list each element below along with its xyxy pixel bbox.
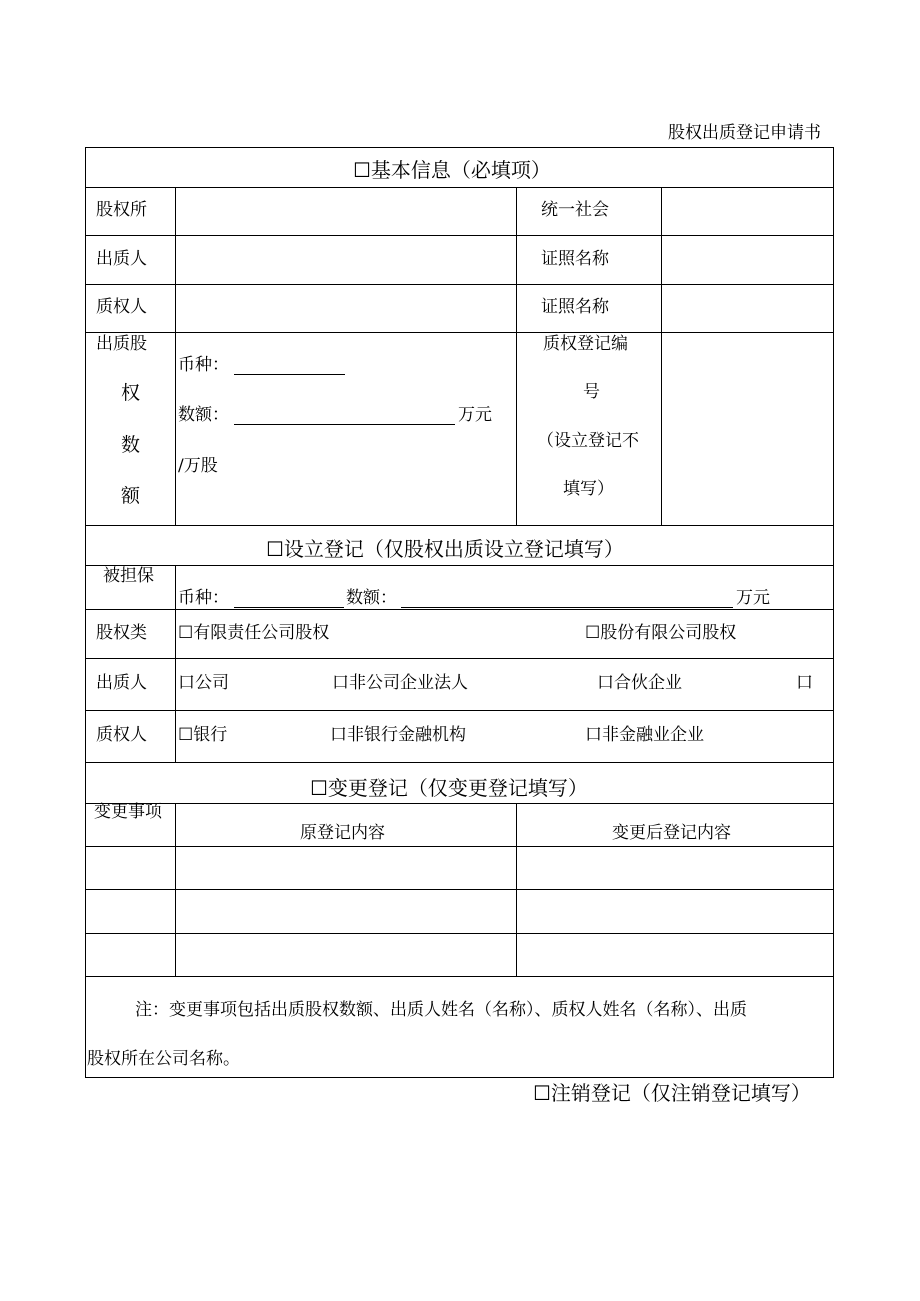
- original-content-cell[interactable]: [177, 891, 514, 931]
- pledgee-cert-label: 证照名称: [541, 297, 609, 317]
- currency-input[interactable]: [234, 354, 345, 374]
- rule: [85, 658, 834, 659]
- pledged-amount-label: 额: [121, 485, 141, 507]
- equity-company-field[interactable]: [180, 190, 512, 232]
- rule: [85, 284, 834, 285]
- change-note-line2: 股权所在公司名称。: [87, 1049, 240, 1069]
- pledged-amount-label: 出质股: [96, 334, 147, 354]
- pledgee-type-nonfinancial-checkbox[interactable]: 口非金融业企业: [585, 725, 704, 745]
- amount-unit: 万元: [458, 405, 492, 425]
- rule: [85, 147, 834, 148]
- rule: [85, 332, 834, 333]
- pledgor-type-noncompany-checkbox[interactable]: 口非公司企业法人: [332, 673, 468, 693]
- secured-currency-label: 币种：: [178, 588, 229, 608]
- secured-amount-input[interactable]: [401, 588, 733, 607]
- currency-underline: [234, 374, 345, 375]
- credit-code-field[interactable]: [665, 190, 830, 232]
- changed-content-cell[interactable]: [518, 848, 831, 887]
- section-heading-basic: ☐基本信息（必填项）: [353, 158, 551, 182]
- table-border-left: [85, 147, 86, 1078]
- rule: [85, 525, 834, 526]
- rule: [85, 710, 834, 711]
- original-content-cell[interactable]: [177, 935, 514, 974]
- pledgor-type-other-checkbox[interactable]: 口: [796, 673, 813, 693]
- pledged-amount-label: 权: [121, 382, 141, 404]
- pledgee-cert-field[interactable]: [665, 287, 830, 329]
- rule: [85, 565, 834, 566]
- rule: [85, 846, 834, 847]
- pledgee-label: 质权人: [96, 297, 147, 317]
- equity-type-label: 股权类: [96, 623, 147, 643]
- change-item-cell[interactable]: [87, 935, 173, 974]
- pledgor-name-field[interactable]: [180, 238, 512, 281]
- secured-currency-underline: [234, 607, 344, 608]
- rule: [85, 976, 834, 977]
- changed-content-cell[interactable]: [518, 935, 831, 974]
- rule: [85, 762, 834, 763]
- rule: [85, 609, 834, 610]
- credit-code-label: 统一社会: [541, 200, 609, 220]
- reg-no-label: 号: [583, 382, 600, 402]
- rule: [175, 803, 176, 976]
- rule: [516, 187, 517, 525]
- reg-no-label: 填写）: [563, 479, 614, 499]
- changed-content-header: 变更后登记内容: [612, 823, 731, 843]
- reg-no-field[interactable]: [665, 335, 830, 522]
- changed-content-cell[interactable]: [518, 891, 831, 931]
- secured-amount-underline: [401, 607, 733, 608]
- pledgee-type-nonbank-checkbox[interactable]: 口非银行金融机构: [330, 725, 466, 745]
- equity-company-label: 股权所: [96, 200, 147, 220]
- change-item-header: 变更事项: [94, 802, 162, 822]
- rule: [175, 187, 176, 525]
- rule: [516, 803, 517, 976]
- change-item-cell[interactable]: [87, 848, 173, 887]
- pledged-amount-label: 数: [121, 434, 141, 456]
- document-title: 股权出质登记申请书: [668, 123, 821, 143]
- equity-type-joint-stock-checkbox[interactable]: ☐股份有限公司股权: [585, 623, 737, 643]
- pledgee-type-label: 质权人: [96, 725, 147, 745]
- pledgor-type-label: 出质人: [96, 673, 147, 693]
- pledgor-cert-field[interactable]: [665, 238, 830, 281]
- pledgor-type-partnership-checkbox[interactable]: 口合伙企业: [597, 673, 682, 693]
- original-content-header: 原登记内容: [300, 823, 385, 843]
- rule: [85, 803, 834, 804]
- currency-label: 币种：: [178, 355, 229, 375]
- change-note-line1: 注：变更事项包括出质股权数额、出质人姓名（名称）、质权人姓名（名称）、出质: [135, 1000, 747, 1020]
- pledgee-name-field[interactable]: [180, 287, 512, 329]
- equity-type-llc-checkbox[interactable]: ☐有限责任公司股权: [178, 623, 330, 643]
- amount-label: 数额：: [178, 405, 229, 425]
- amount-input[interactable]: [234, 404, 455, 424]
- secured-claim-label: 被担保: [103, 566, 154, 586]
- reg-no-label: 质权登记编: [543, 334, 628, 354]
- pledgor-cert-label: 证照名称: [541, 249, 609, 269]
- rule: [85, 933, 834, 934]
- amount-unit-shares: /万股: [178, 456, 218, 476]
- section-heading-establish: ☐设立登记（仅股权出质设立登记填写）: [266, 537, 624, 561]
- change-item-cell[interactable]: [87, 891, 173, 931]
- secured-currency-input[interactable]: [234, 588, 344, 607]
- table-border-right: [833, 147, 834, 1078]
- amount-underline: [234, 424, 455, 425]
- pledgee-type-bank-checkbox[interactable]: ☐银行: [178, 725, 228, 745]
- rule: [85, 235, 834, 236]
- secured-amount-label: 数额：: [346, 588, 397, 608]
- reg-no-label: （设立登记不: [537, 431, 639, 451]
- pledgor-label: 出质人: [96, 249, 147, 269]
- rule: [175, 565, 176, 762]
- section-heading-change: ☐变更登记（仅变更登记填写）: [310, 776, 588, 800]
- rule: [85, 889, 834, 890]
- rule: [661, 187, 662, 525]
- section-heading-cancel: ☐注销登记（仅注销登记填写）: [533, 1081, 811, 1105]
- rule: [85, 187, 834, 188]
- secured-amount-unit: 万元: [736, 588, 770, 608]
- rule: [85, 1077, 834, 1078]
- pledgor-type-company-checkbox[interactable]: 口公司: [178, 673, 229, 693]
- original-content-cell[interactable]: [177, 848, 514, 887]
